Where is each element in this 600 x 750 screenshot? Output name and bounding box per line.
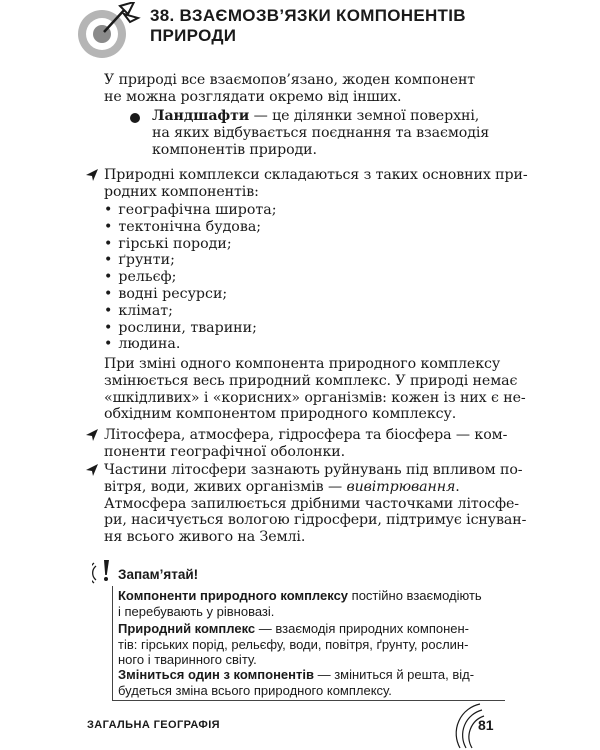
list-item: • тектонічна будова; [104,219,277,236]
page-title [150,6,480,46]
text-fragment: . [455,478,460,495]
text-line: При зміні одного компонента природного комплексу [104,356,501,372]
text-line: «шкідливих» і «корисних» організмів: кожен із них є не- [104,389,526,406]
remember-term: Зміниться один з компонентів [118,667,314,682]
weathering-paragraph [104,462,527,546]
arrow-marker-icon [85,428,99,442]
landscape-definition [152,108,498,158]
components-list [104,202,277,353]
text-fragment: — взаємодія природних компонен- [255,621,470,636]
list-item: • клімат; [104,303,277,320]
arrow-marker-icon [85,463,99,477]
complexes-paragraph [104,167,528,201]
text-fragment: — це ділянки земної поверхні, [249,108,480,124]
text-line: Літосфера, атмосфера, гідросфера та біосфера — ком- [104,427,508,443]
target-icon [74,2,144,62]
title-line: ПРИРОДИ [150,26,237,45]
list-item: • географічна широта; [104,202,277,219]
list-item: • рельєф; [104,269,277,286]
text-line: компонентів природи. [152,141,317,158]
text-line: Атмосфера запилюється дрібними часточками літосфе- [104,495,519,512]
page-number: 81 [478,717,494,733]
bullet-dot-icon [130,113,140,123]
text-line: будеться зміна всього природного комплексу. [118,682,392,698]
arrow-marker-icon [85,168,99,182]
remember-item [118,667,498,698]
text-line: ного і тваринного світу. [118,652,257,667]
remember-item [118,621,498,668]
list-item: • гірські породи; [104,236,277,253]
text-line: на яких відбувається поєднання та взаємодія [152,124,490,141]
text-line: змінюється весь природний комплекс. У природі немає [104,372,518,389]
landscape-term: Ландшафти [152,108,250,124]
intro-paragraph [104,72,500,106]
text-line: ня всього живого на Землі. [104,529,306,546]
title-line: 38. ВЗАЄМОЗВ’ЯЗКИ КОМПОНЕНТІВ [150,6,466,25]
text-fragment: — зміниться й решта, від- [313,667,475,682]
text-line: родних компонентів: [104,183,259,200]
remember-item [118,588,498,619]
text-line: Частини літосфери зазнають руйнувань під впливом по- [104,462,523,478]
text-line: обхідним компонентом природного комплексу. [104,406,457,423]
text-fragment: постійно взаємодіють [348,588,482,603]
text-line: Природні комплекси складаються з таких основних при- [104,167,528,183]
text-line: і перебувають у рівновазі. [118,603,275,619]
list-item: • рослини, тварини; [104,320,277,337]
text-line: У природі все взаємопов’язано, жоден компонент [104,72,476,88]
list-item: • водні ресурси; [104,286,277,303]
text-fragment: вітря, води, живих організмів — [104,478,347,495]
weathering-term: вивітрювання [346,478,456,495]
list-item: • ґрунти; [104,252,277,269]
exclamation-icon [92,558,118,586]
shell-paragraph [104,427,508,461]
remember-term: Природний комплекс [118,621,256,636]
remember-term: Компоненти природного комплексу [118,588,349,603]
text-line: ри, насичується вологою гідросфери, підтримує існуван- [104,512,527,529]
text-line: не можна розглядати окремо від інших. [104,88,402,105]
remember-title: Запам’ятай! [118,567,199,582]
change-paragraph [104,356,526,423]
list-item: • людина. [104,336,277,353]
footer-section-title: ЗАГАЛЬНА ГЕОГРАФІЯ [87,719,220,731]
text-line: поненти географічної оболонки. [104,443,346,460]
text-line: тів: гірських порід, рельєфу, води, повітря, ґрунту, рослин- [118,636,469,652]
